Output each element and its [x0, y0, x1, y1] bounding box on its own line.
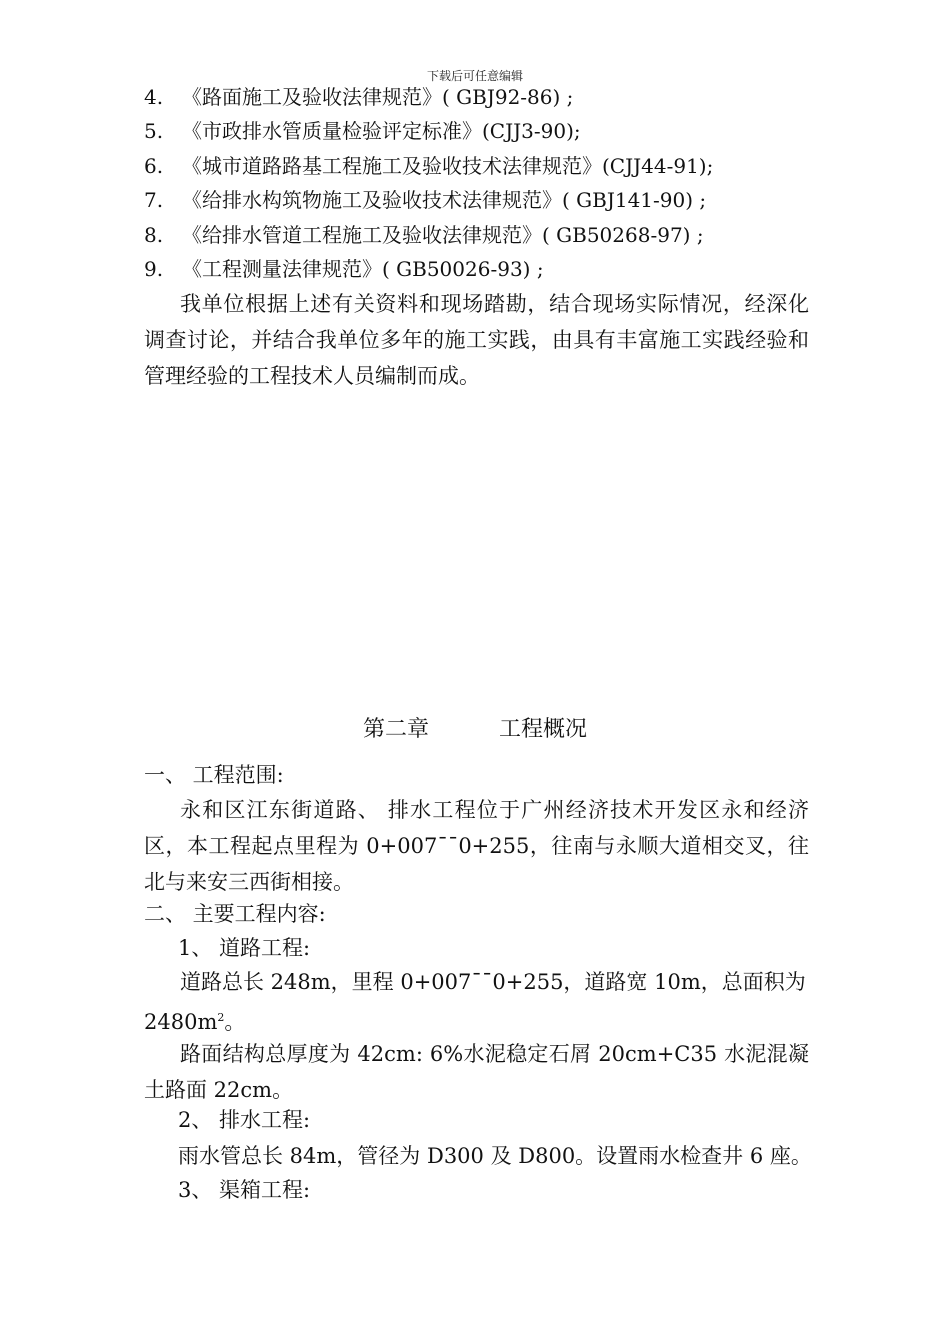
reference-number: 7. — [144, 188, 164, 212]
road-text — [144, 964, 809, 1040]
reference-number: 8. — [144, 223, 164, 247]
chapter-name: 工程概况 — [499, 717, 588, 742]
reference-item — [144, 153, 713, 179]
area-unit-exponent: 2 — [217, 1011, 225, 1024]
subsection-heading: 2、 排水工程: — [178, 1108, 311, 1132]
drainage-text: 雨水管总长 84m，管径为 D300 及 D800。设置雨水检查井 6 座。 — [178, 1144, 812, 1168]
section-heading: 二、 主要工程内容: — [144, 902, 326, 926]
section-paragraph: 永和区江东街道路、 排水工程位于广州经济技术开发区永和经济区，本工程起点里程为 0+007¯¯0+255，往南与永顺大道相交叉，往北与来安三西街相接。 — [144, 798, 809, 894]
reference-text: 《工程测量法律规范》( GB50026-93) ; — [182, 257, 544, 281]
reference-item — [144, 84, 573, 110]
subsection-heading: 3、 渠箱工程: — [178, 1178, 311, 1202]
chapter-number: 第二章 — [362, 717, 429, 742]
road-line: 道路总长 248m，里程 0+007¯¯0+255，道路宽 10m，总面积为 — [180, 970, 806, 994]
area-value: 2480m — [144, 1010, 218, 1034]
reference-item — [144, 187, 706, 213]
road-area — [144, 1000, 809, 1040]
reference-text: 《路面施工及验收法律规范》( GBJ92-86) ; — [182, 85, 574, 109]
reference-text: 《城市道路路基工程施工及验收技术法律规范》(CJJ44-91); — [182, 154, 714, 178]
header-note: 下载后可任意编辑 — [426, 69, 523, 83]
road-structure-text: 路面结构总厚度为 42cm: 6%水泥稳定石屑 20cm+C35 水泥混凝土路面 22cm。 — [144, 1042, 809, 1102]
reference-number: 4. — [144, 85, 164, 109]
reference-item — [144, 222, 704, 248]
reference-item — [144, 118, 581, 144]
subsection-heading: 1、 道路工程: — [178, 936, 311, 960]
section-heading: 一、 工程范围: — [144, 763, 284, 787]
reference-text: 《给排水构筑物施工及验收技术法律规范》( GBJ141-90) ; — [182, 188, 707, 212]
intro-paragraph: 我单位根据上述有关资料和现场踏勘，结合现场实际情况，经深化调查讨论，并结合我单位多年的施工实践，由具有丰富施工实践经验和管理经验的工程技术人员编制而成。 — [144, 292, 809, 388]
reference-text: 《市政排水管质量检验评定标准》(CJJ3-90); — [182, 119, 581, 143]
reference-number: 9. — [144, 257, 164, 281]
reference-text: 《给排水管道工程施工及验收法律规范》( GB50268-97) ; — [182, 223, 704, 247]
reference-item — [144, 256, 544, 282]
area-end: 。 — [224, 1010, 246, 1034]
chapter-title — [0, 712, 950, 743]
reference-number: 6. — [144, 154, 164, 178]
reference-number: 5. — [144, 119, 164, 143]
